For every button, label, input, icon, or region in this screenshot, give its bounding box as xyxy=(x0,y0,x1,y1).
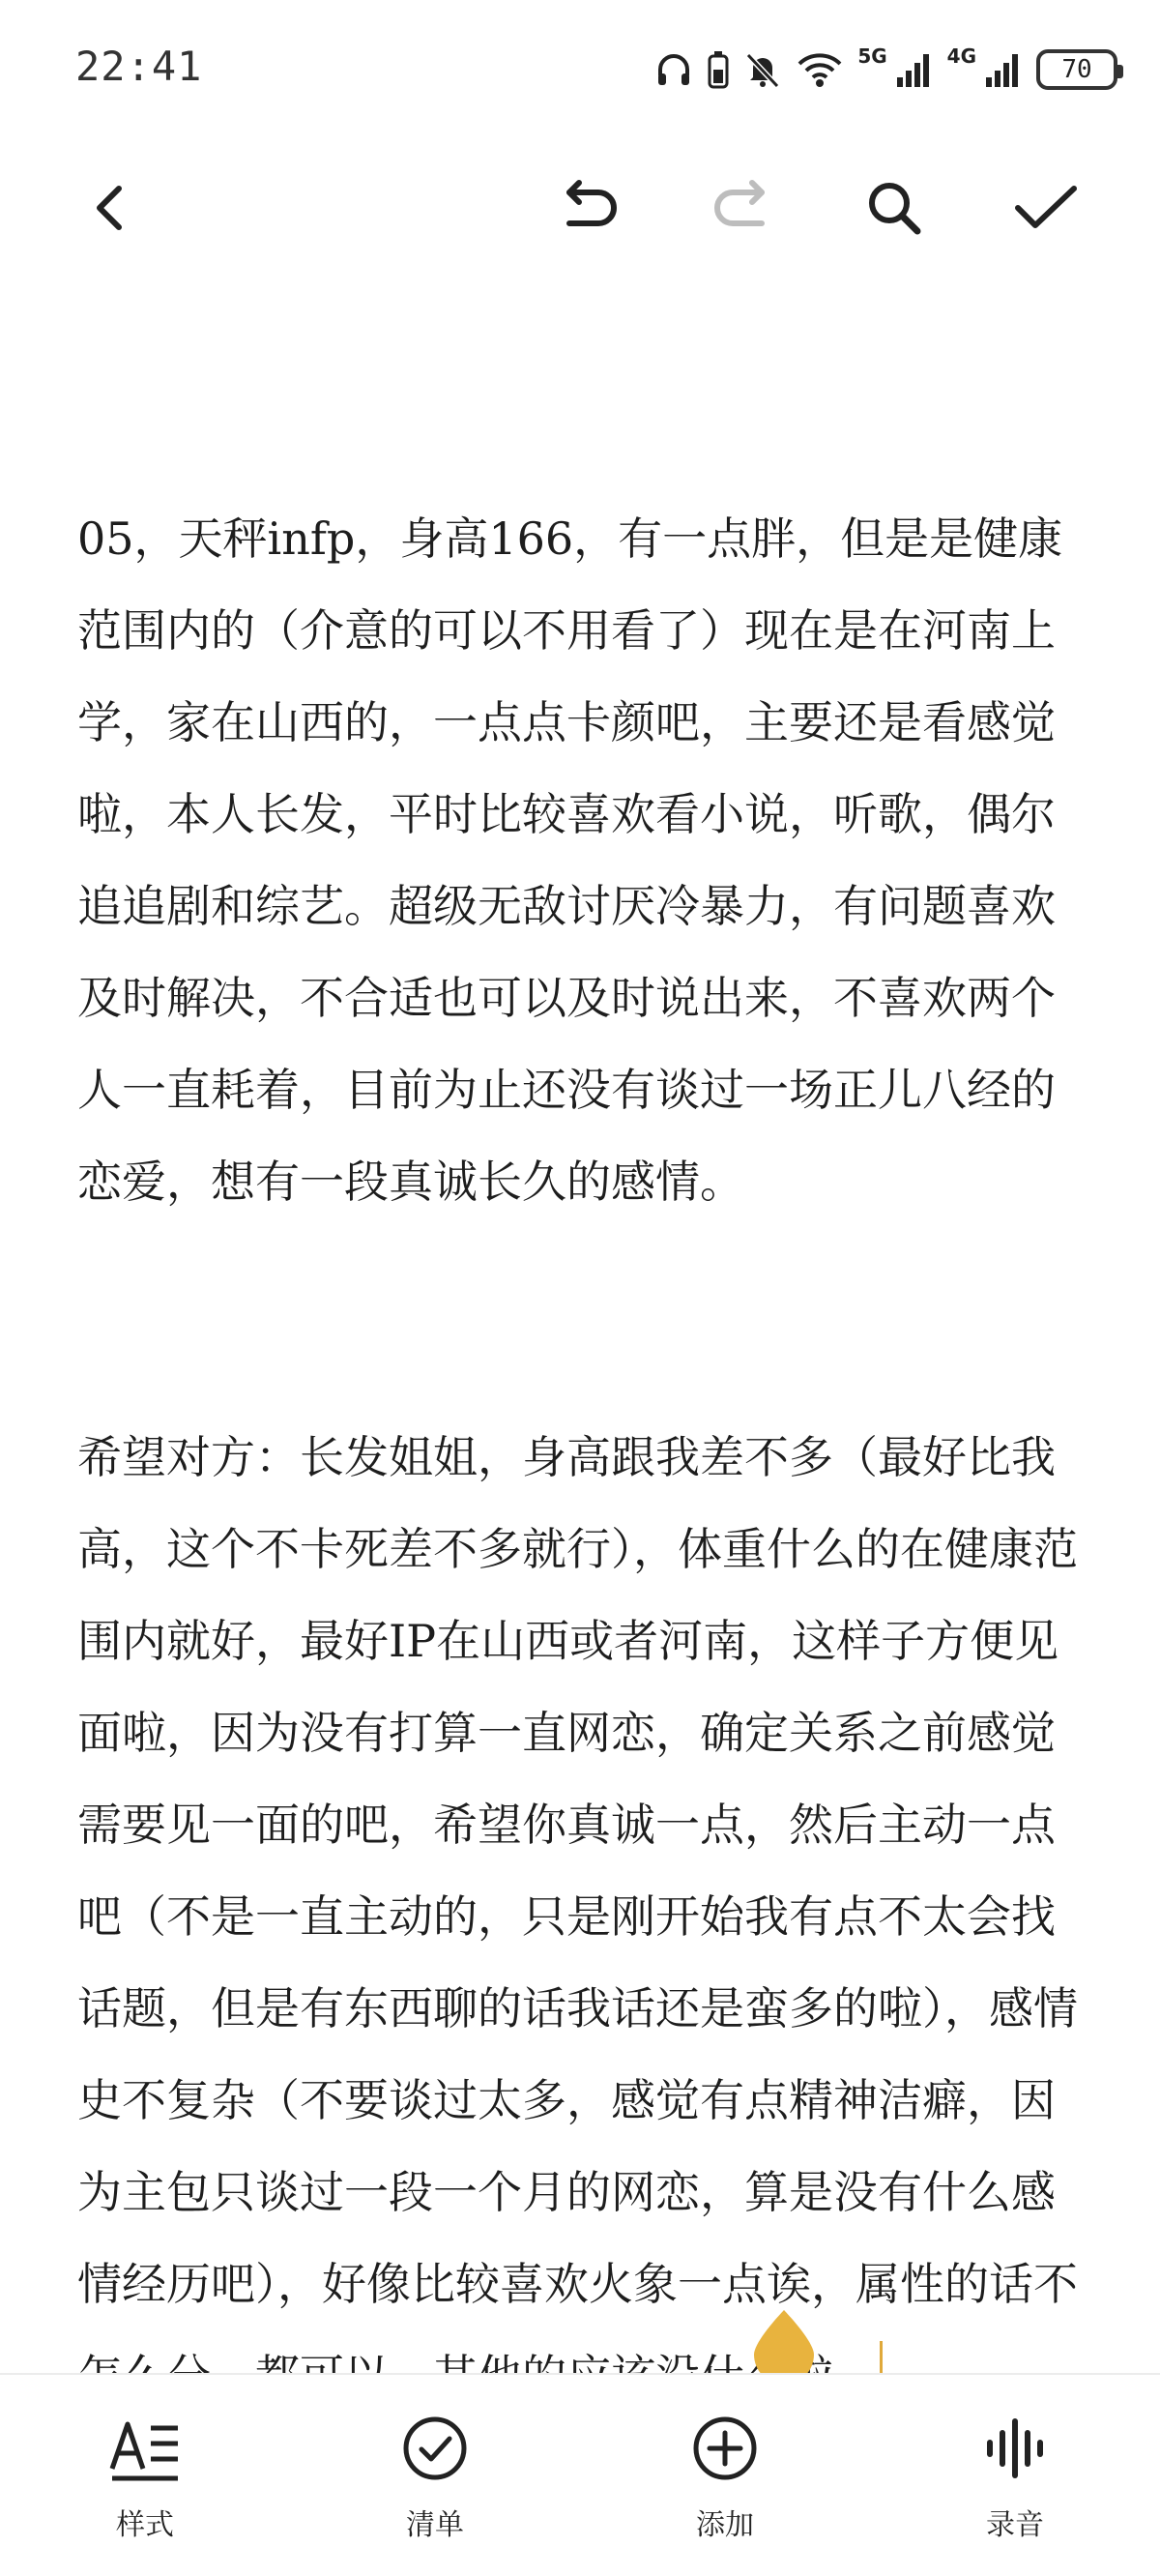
add-label: 添加 xyxy=(696,2508,754,2542)
bottom-action-bar xyxy=(0,2373,1160,2576)
note-paragraph-1: 05，天秤infp，身高166，有一点胖，但是是健康范围内的（介意的可以不用看了）现在是在河南上学，家在山西的，一点点卡颜吧，主要还是看感觉啦，本人长发，平时比较喜欢看小说，听歌，偶尔追追剧和综艺。超级无敌讨厌冷暴力，有问题喜欢及时解决，不合适也可以及时说出来，不喜欢两个人一直耗着，目前为止还没有谈过一场正儿八经的恋爱，想有一段真诚长久的感情。 xyxy=(77,512,1063,1208)
check-icon xyxy=(1012,179,1080,237)
note-paragraph-2-text: 希望对方：长发姐姐，身高跟我差不多（最好比我高，这个不卡死差不多就行），体重什么的在健康范围内就好，最好IP在山西或者河南，这样子方便见面啦，因为没有打算一直网恋，确定关系之前感觉需要见一面的吧，希望你真诚一点，然后主动一点吧（不是一直主动的，只是刚开始我有点不太会找话题，但是有东西聊的话我话还是蛮多的啦），感情史不复杂（不要谈过太多，感觉有点精神洁癖，因为主包只谈过一段一个月的网恋，算是没有什么感情经历吧），好像比较喜欢火象一点诶，属性的话不 xyxy=(77,1431,1078,2310)
checklist-icon xyxy=(396,2410,474,2487)
signal-4g-icon xyxy=(984,50,1023,89)
search-icon xyxy=(863,177,925,239)
status-time: 22:41 xyxy=(75,43,203,90)
done-button[interactable] xyxy=(993,155,1099,261)
battery-saver-icon xyxy=(707,50,730,89)
search-button[interactable] xyxy=(841,155,947,261)
battery-level: 70 xyxy=(1061,55,1092,84)
note-paragraph-2 xyxy=(77,1412,1092,2422)
checklist-button[interactable] xyxy=(358,2410,512,2555)
redo-icon xyxy=(708,179,775,237)
undo-button[interactable] xyxy=(536,155,643,261)
signal-5g-icon xyxy=(895,50,934,89)
style-label: 样式 xyxy=(116,2508,174,2542)
status-bar xyxy=(0,0,1160,145)
mute-icon xyxy=(743,50,782,89)
editor-toolbar xyxy=(0,155,1160,261)
back-icon xyxy=(82,179,140,237)
record-button[interactable] xyxy=(938,2410,1092,2555)
add-button[interactable] xyxy=(648,2410,802,2555)
record-label: 录音 xyxy=(986,2508,1044,2542)
undo-icon xyxy=(556,179,624,237)
status-icons xyxy=(654,43,1117,97)
caret-handle[interactable] xyxy=(752,2306,816,2384)
style-button[interactable] xyxy=(68,2410,222,2555)
redo-button[interactable] xyxy=(688,155,795,261)
network-label-1: 5G xyxy=(857,44,887,68)
battery-icon xyxy=(1036,49,1117,90)
wifi-icon xyxy=(796,50,844,89)
headphones-icon xyxy=(654,50,693,89)
note-editor[interactable] xyxy=(77,309,1092,2321)
checklist-label: 清单 xyxy=(406,2508,464,2542)
back-button[interactable] xyxy=(58,155,164,261)
waveform-icon xyxy=(976,2410,1054,2487)
add-icon xyxy=(686,2410,764,2487)
text-style-icon xyxy=(106,2410,184,2487)
network-label-2: 4G xyxy=(946,44,976,68)
